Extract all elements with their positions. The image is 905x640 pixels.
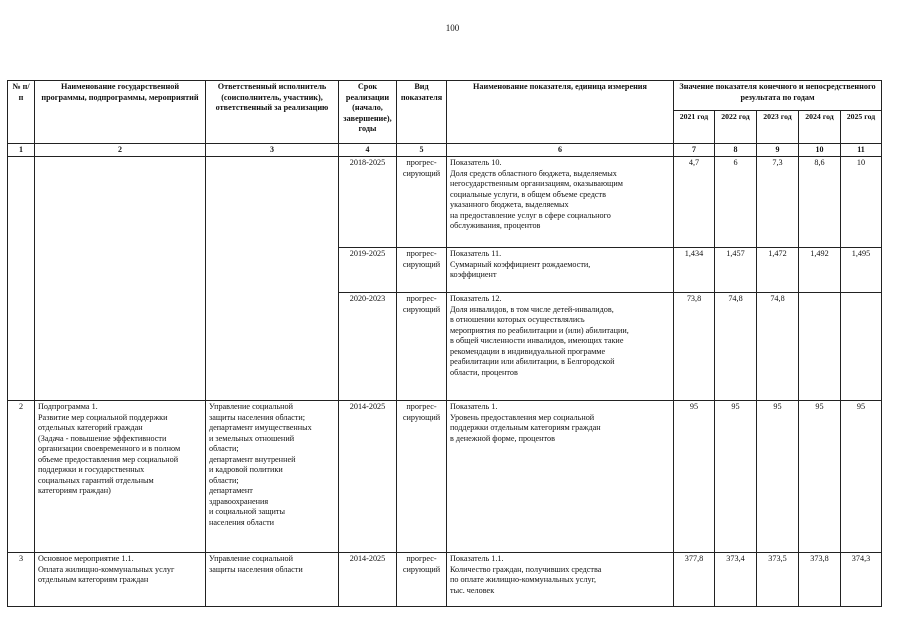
row-kind: прогрес- сирующий [397,553,447,607]
row-term: 2020-2023 [339,293,397,401]
column-number: 6 [447,144,674,157]
header-year: 2025 год [841,111,882,144]
row-value: 95 [715,401,757,553]
header-year: 2023 год [757,111,799,144]
column-number: 1 [8,144,35,157]
row-value: 374,3 [841,553,882,607]
row-kind: прогрес- сирующий [397,248,447,293]
row-value: 1,495 [841,248,882,293]
header-indicator: Наименование показателя, единица измерения [447,81,674,144]
row-indicator: Показатель 12. Доля инвалидов, в том числе детей-инвалидов, в отношении которых осуществлялись мероприятия по реабилитации и (или) абилитации, в общей численности инвалидов, имеющих такие рекомендации в индивидуальной программе реабилитации или абилитации, в Белгородской области, процентов [447,293,674,401]
row-name: Подпрограмма 1. Развитие мер социальной поддержки отдельных категорий граждан (Задача - повышение эффективности организации своевременного и в полном объеме предоставления мер социальной поддержки и государственных социальных гарантий отдельным категориям граждан) [35,401,206,553]
row-value: 6 [715,157,757,248]
row-value: 1,492 [799,248,841,293]
row-value: 74,8 [715,293,757,401]
row-term: 2014-2025 [339,401,397,553]
row-responsible: Управление социальной защиты населения области [206,553,339,607]
row-value: 1,457 [715,248,757,293]
row-responsible [206,157,339,401]
row-value: 95 [841,401,882,553]
row-value: 7,3 [757,157,799,248]
row-value: 1,472 [757,248,799,293]
row-indicator: Показатель 1. Уровень предоставления мер социальной поддержки отдельным категориям граждан в денежной форме, процентов [447,401,674,553]
column-number: 2 [35,144,206,157]
column-number: 10 [799,144,841,157]
header-name: Наименование государственной программы, подпрограммы, мероприятий [35,81,206,144]
table-row [8,401,882,553]
row-kind: прогрес- сирующий [397,157,447,248]
row-value [799,293,841,401]
column-number: 3 [206,144,339,157]
row-value: 8,6 [799,157,841,248]
row-value: 373,4 [715,553,757,607]
column-number: 8 [715,144,757,157]
column-number: 7 [674,144,715,157]
row-indicator: Показатель 1.1. Количество граждан, получивших средства по оплате жилищно-коммунальных услуг, тыс. человек [447,553,674,607]
row-name: Основное мероприятие 1.1. Оплата жилищно-коммунальных услуг отдельным категориям граждан [35,553,206,607]
table-row [8,157,882,248]
row-value: 95 [757,401,799,553]
header-values: Значение показателя конечного и непосредственного результата по годам [674,81,882,111]
row-value: 74,8 [757,293,799,401]
header-year: 2022 год [715,111,757,144]
row-value: 373,5 [757,553,799,607]
row-value: 377,8 [674,553,715,607]
row-num [8,157,35,401]
row-kind: прогрес- сирующий [397,401,447,553]
row-kind: прогрес- сирующий [397,293,447,401]
row-name [35,157,206,401]
row-term: 2014-2025 [339,553,397,607]
column-number: 11 [841,144,882,157]
header-term: Срок реализации (начало, завершение), годы [339,81,397,144]
column-number: 9 [757,144,799,157]
row-value: 373,8 [799,553,841,607]
column-number: 5 [397,144,447,157]
header-responsible: Ответственный исполнитель (соисполнитель, участник), ответственный за реализацию [206,81,339,144]
row-responsible: Управление социальной защиты населения области; департамент имущественных и земельных отношений области; департамент внутренней и кадровой политики области; департамент здравоохранения и социальной защиты населения области [206,401,339,553]
row-num: 2 [8,401,35,553]
row-value: 95 [799,401,841,553]
header-kind: Вид показателя [397,81,447,144]
table-row [8,553,882,607]
header-num: № п/п [8,81,35,144]
row-value: 73,8 [674,293,715,401]
page-number: 100 [445,23,460,33]
row-value: 95 [674,401,715,553]
row-value: 1,434 [674,248,715,293]
row-indicator: Показатель 11. Суммарный коэффициент рождаемости, коэффициент [447,248,674,293]
row-value: 10 [841,157,882,248]
row-term: 2018-2025 [339,157,397,248]
header-year: 2021 год [674,111,715,144]
row-value [841,293,882,401]
row-indicator: Показатель 10. Доля средств областного бюджета, выделяемых негосударственным организациям, оказывающим социальные услуги, в общем объеме средств указанного бюджета, выделяемых на предоставление услуг в сфере социального обслуживания, процентов [447,157,674,248]
header-year: 2024 год [799,111,841,144]
indicators-table [7,80,882,607]
column-number: 4 [339,144,397,157]
row-num: 3 [8,553,35,607]
row-term: 2019-2025 [339,248,397,293]
row-value: 4,7 [674,157,715,248]
